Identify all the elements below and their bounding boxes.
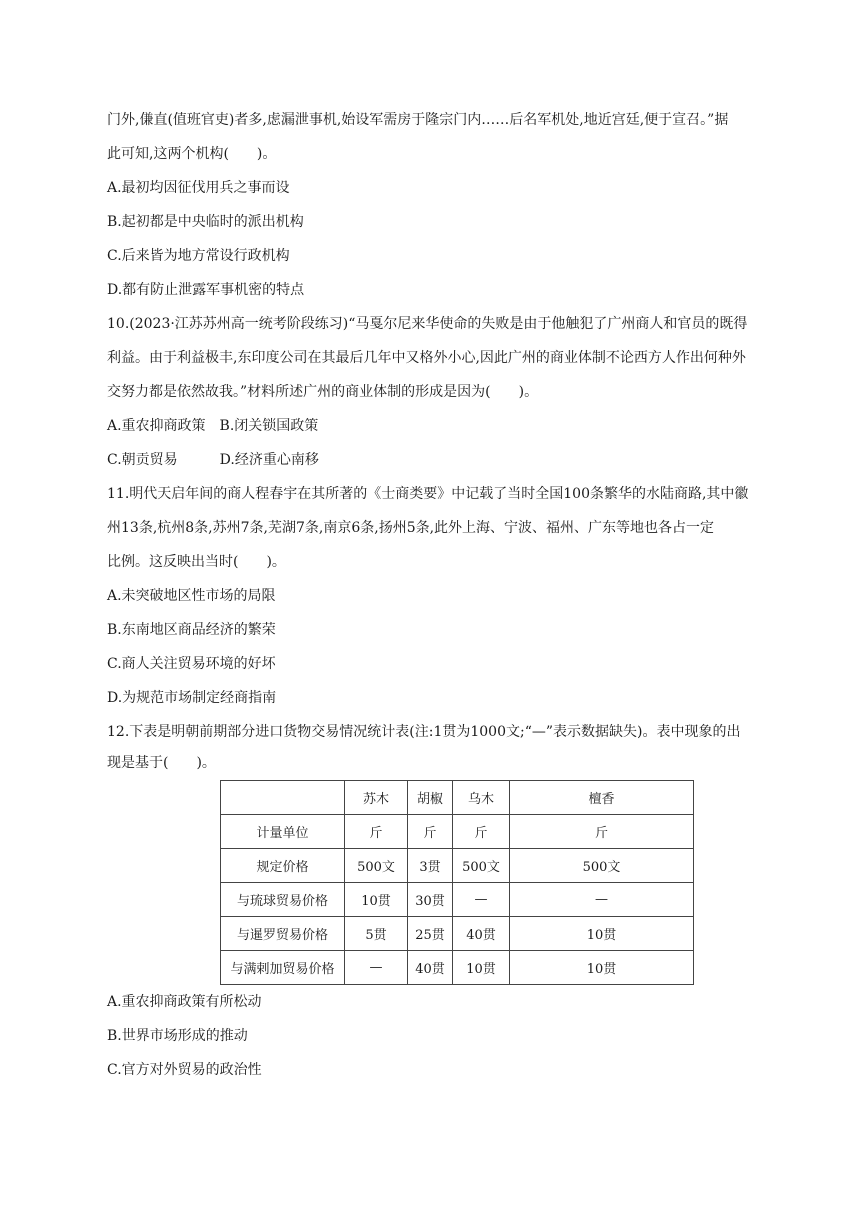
table-cell: 500文	[510, 849, 694, 883]
table-cell: 3贯	[408, 849, 453, 883]
table-row-label: 计量单位	[221, 815, 345, 849]
q11-stem-line1: 11.明代天启年间的商人程春宇在其所著的《士商类要》中记载了当时全国100条繁华的水陆商路,其中徽	[107, 486, 749, 502]
table-row-label: 规定价格	[221, 849, 345, 883]
q10-stem-line1: 10.(2023·江苏苏州高一统考阶段练习)“马戛尔尼来华使命的失败是由于他触犯了广州商人和官员的既得	[107, 316, 748, 332]
table-cell: 斤	[345, 815, 408, 849]
table-cell: 斤	[453, 815, 510, 849]
q9-stem-line1: 门外,傔直(值班官吏)者多,虑漏泄事机,始设军需房于隆宗门内……后名军机处,地近宫廷,便于宣召。”据	[107, 112, 729, 128]
table-cell: 25贯	[408, 917, 453, 951]
table-row	[221, 815, 694, 849]
table-row-label: 与满剌加贸易价格	[221, 951, 345, 985]
q12-option-a: A.重农抑商政策有所松动	[107, 994, 262, 1010]
table-cell: 10贯	[345, 883, 408, 917]
q10-options-row1: A.重农抑商政策 B.闭关锁国政策	[107, 418, 319, 434]
table-cell: 10贯	[510, 951, 694, 985]
q11-option-b: B.东南地区商品经济的繁荣	[107, 622, 276, 638]
q9-option-d: D.都有防止泄露军事机密的特点	[107, 282, 305, 298]
table-cell: 斤	[510, 815, 694, 849]
table-cell: 500文	[453, 849, 510, 883]
table-header-row	[221, 781, 694, 815]
table-cell: —	[345, 951, 408, 985]
q12-option-b: B.世界市场形成的推动	[107, 1028, 248, 1044]
table-header-cell: 苏木	[345, 781, 408, 815]
q11-stem-line3: 比例。这反映出当时( )。	[107, 554, 286, 570]
q9-stem-line2: 此可知,这两个机构( )。	[107, 146, 277, 162]
table-header-cell: 胡椒	[408, 781, 453, 815]
table-row-label: 与琉球贸易价格	[221, 883, 345, 917]
q9-option-a: A.最初均因征伐用兵之事而设	[107, 180, 290, 196]
trade-price-table	[220, 780, 694, 985]
table-cell: 500文	[345, 849, 408, 883]
table-row	[221, 883, 694, 917]
q10-options-row2: C.朝贡贸易 D.经济重心南移	[107, 452, 319, 468]
table-cell: 斤	[408, 815, 453, 849]
q9-option-b: B.起初都是中央临时的派出机构	[107, 214, 304, 230]
table-header-cell	[221, 781, 345, 815]
table-cell: —	[453, 883, 510, 917]
table-row-label: 与暹罗贸易价格	[221, 917, 345, 951]
q11-option-a: A.未突破地区性市场的局限	[107, 588, 276, 604]
q11-option-d: D.为规范市场制定经商指南	[107, 690, 277, 706]
q10-stem-line2: 利益。由于利益极丰,东印度公司在其最后几年中又格外小心,因此广州的商业体制不论西方人作出何种外	[107, 350, 746, 366]
q11-stem-line2: 州13条,杭州8条,苏州7条,芜湖7条,南京6条,扬州5条,此外上海、宁波、福州、广东等地也各占一定	[107, 520, 715, 536]
table-cell: 5贯	[345, 917, 408, 951]
table-header-cell: 乌木	[453, 781, 510, 815]
table-cell: 10贯	[510, 917, 694, 951]
q12-stem-line1: 12.下表是明朝前期部分进口货物交易情况统计表(注:1贯为1000文;“—”表示数据缺失)。表中现象的出	[107, 724, 741, 740]
table-row	[221, 917, 694, 951]
q12-stem-line2: 现是基于( )。	[107, 755, 216, 771]
q11-option-c: C.商人关注贸易环境的好坏	[107, 656, 276, 672]
table-cell: 40贯	[408, 951, 453, 985]
table-row	[221, 849, 694, 883]
table-cell: 40贯	[453, 917, 510, 951]
table-row	[221, 951, 694, 985]
q12-option-c: C.官方对外贸易的政治性	[107, 1062, 262, 1078]
table-cell: 30贯	[408, 883, 453, 917]
table-header-cell: 檀香	[510, 781, 694, 815]
table-cell: 10贯	[453, 951, 510, 985]
table-cell: —	[510, 883, 694, 917]
q9-option-c: C.后来皆为地方常设行政机构	[107, 248, 290, 264]
q10-stem-line3: 交努力都是依然故我。”材料所述广州的商业体制的形成是因为( )。	[107, 384, 539, 400]
